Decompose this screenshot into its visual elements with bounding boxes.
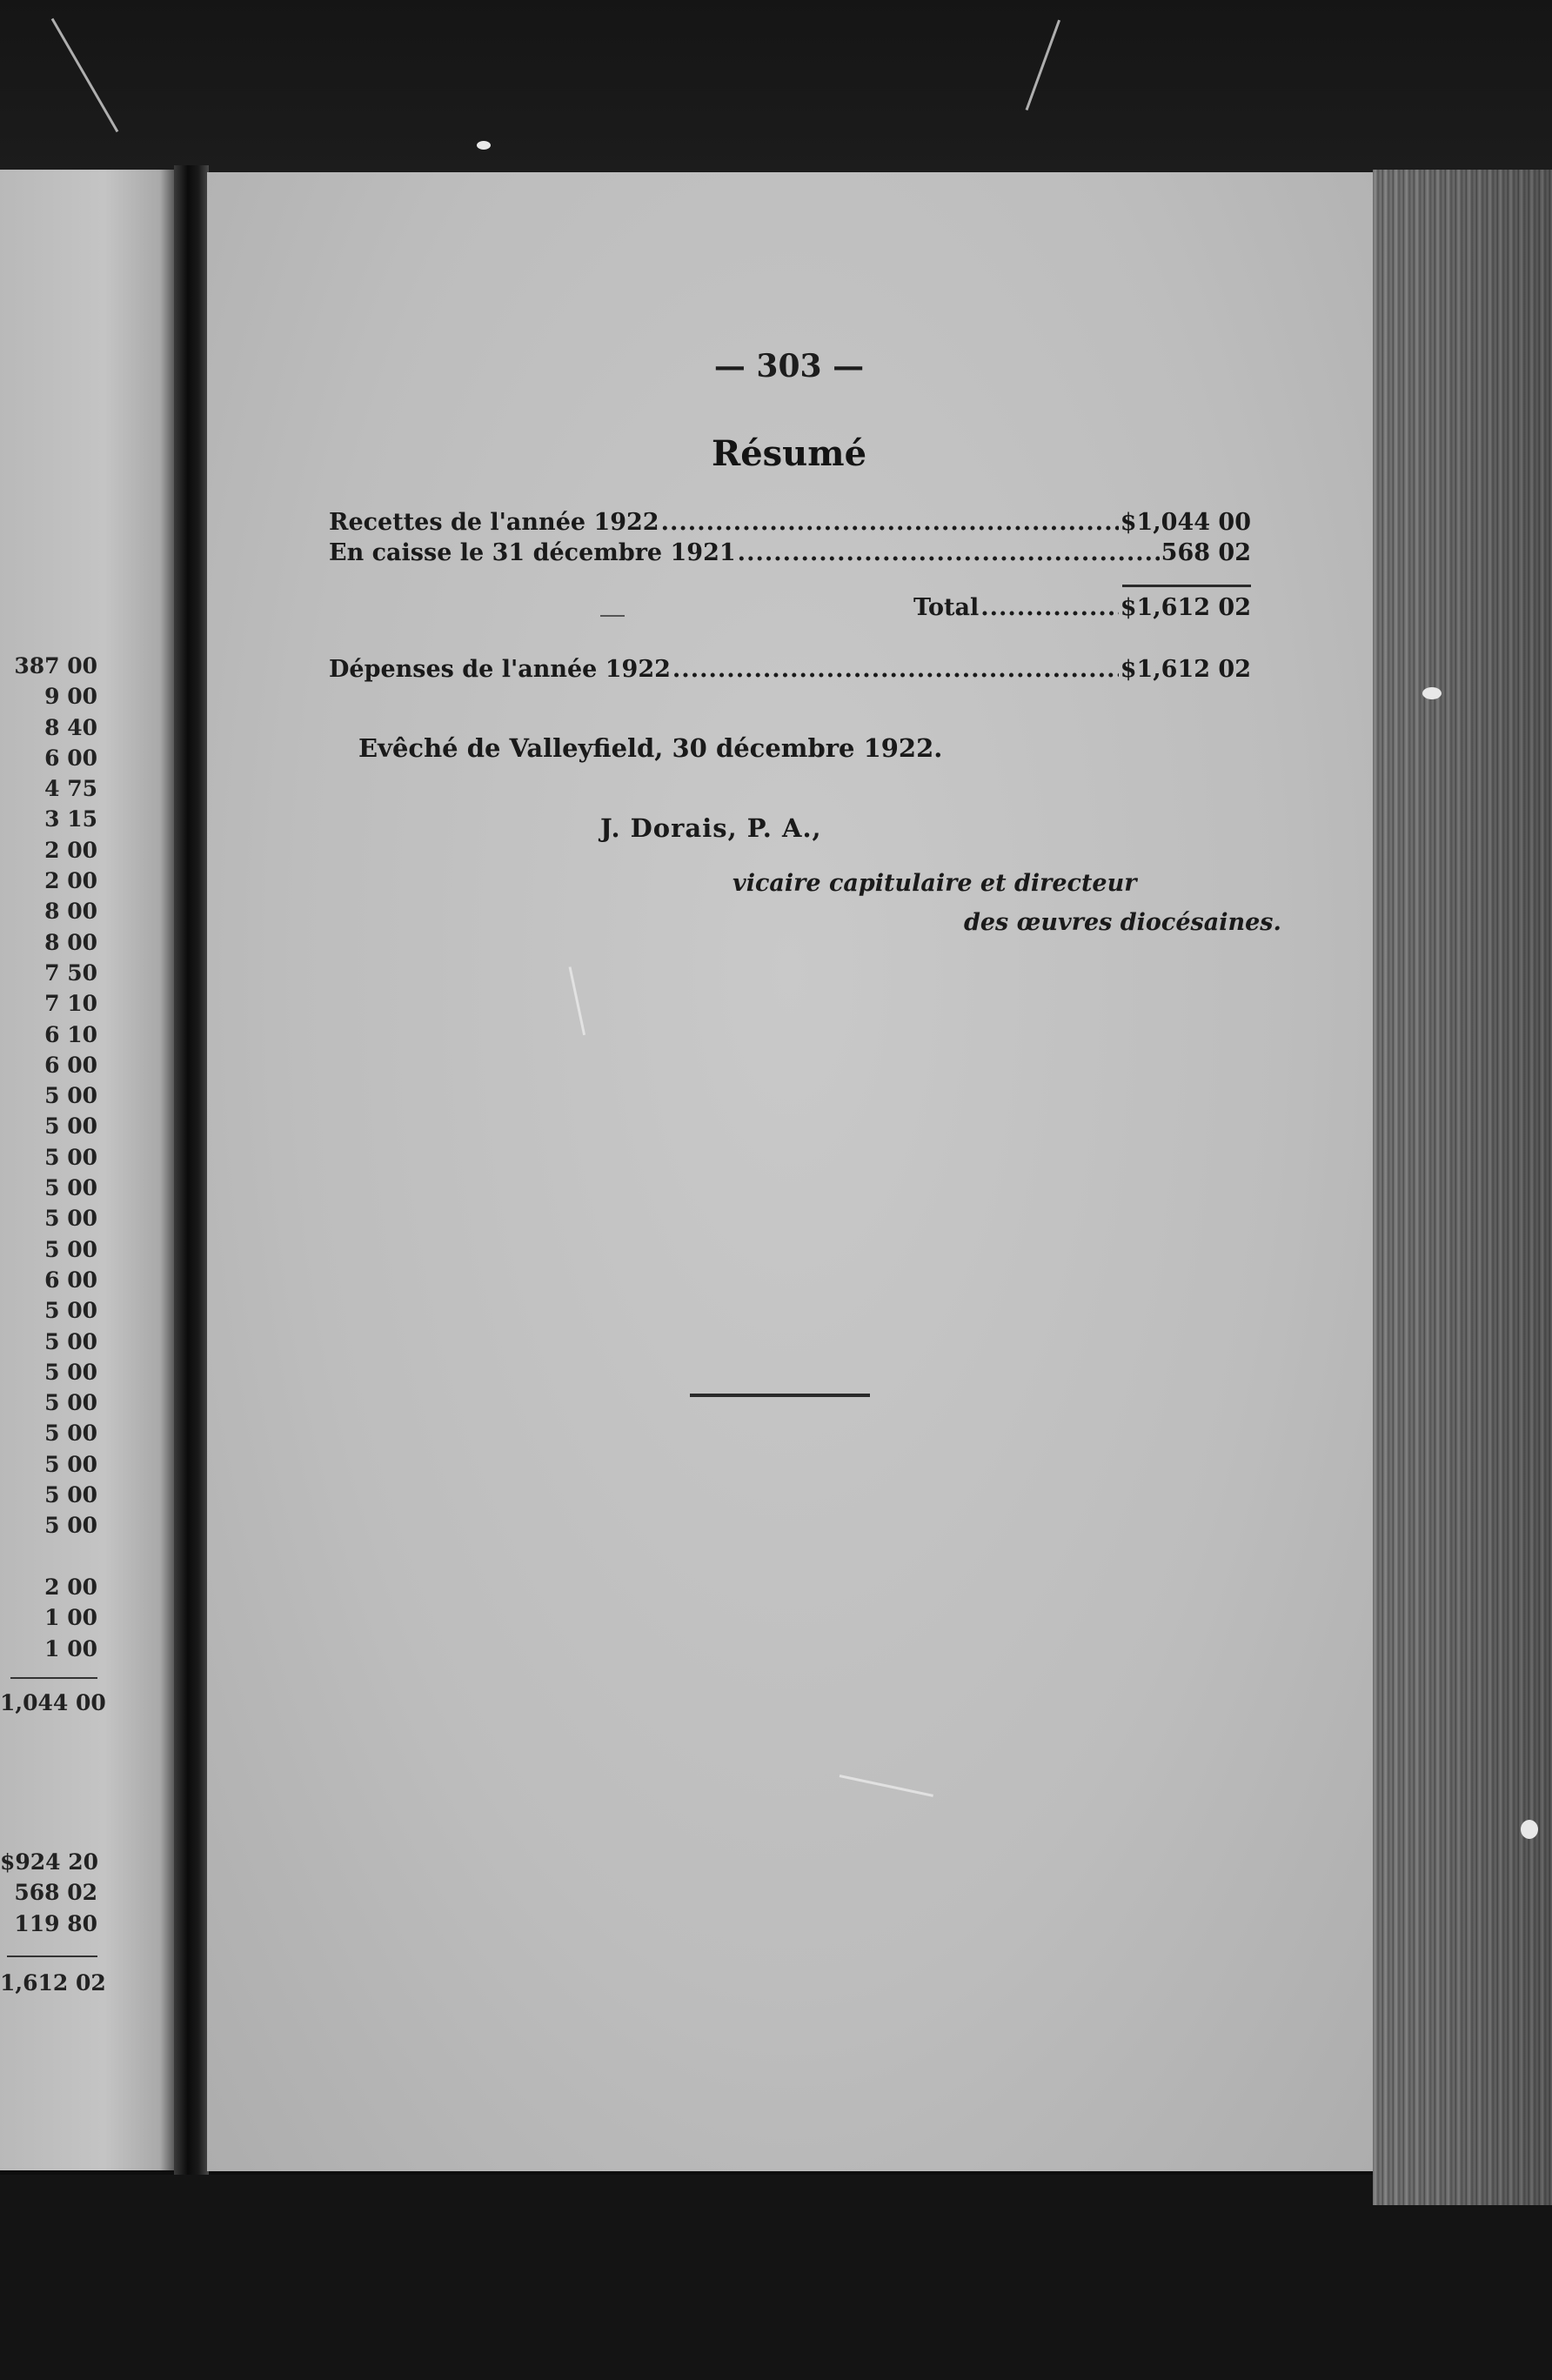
left-amount: 5 00 bbox=[44, 1175, 97, 1201]
left-amount: 6 00 bbox=[44, 745, 97, 771]
left-amount: 5 00 bbox=[44, 1513, 97, 1539]
left-amount: 5 00 bbox=[44, 1298, 97, 1324]
left-summary-amount: 119 80 bbox=[14, 1910, 97, 1936]
left-amount: 4 75 bbox=[44, 776, 97, 802]
total-line bbox=[913, 594, 1251, 621]
left-amount: 2 00 bbox=[44, 837, 97, 863]
sum-rule bbox=[1122, 585, 1251, 587]
leader-dots bbox=[738, 539, 1160, 566]
left-amount: 5 00 bbox=[44, 1236, 97, 1262]
expenses-line bbox=[329, 656, 1251, 683]
left-amount: 5 00 bbox=[44, 1328, 97, 1354]
left-amount: 3 15 bbox=[44, 806, 97, 832]
cash-amount: 568 02 bbox=[1161, 539, 1251, 566]
leader-dots bbox=[980, 594, 1118, 621]
left-amount: 6 00 bbox=[44, 1052, 97, 1078]
left-amount: 6 00 bbox=[44, 1267, 97, 1293]
left-amount: 5 00 bbox=[44, 1206, 97, 1232]
left-amount: 8 00 bbox=[44, 899, 97, 925]
left-amount: 5 00 bbox=[44, 1421, 97, 1447]
signature-title-line1: vicaire capitulaire et directeur bbox=[733, 870, 1137, 897]
total-label: Total bbox=[913, 594, 980, 621]
receipts-line bbox=[329, 509, 1251, 536]
left-amount: 7 10 bbox=[44, 991, 97, 1017]
page-edge-stack bbox=[1373, 170, 1552, 2205]
total-amount: $1,612 02 bbox=[1120, 594, 1251, 621]
scan-speck bbox=[1521, 1820, 1538, 1839]
scan-background-top bbox=[0, 0, 1552, 174]
left-column-total-block bbox=[0, 1688, 106, 1718]
left-column-total: 1,044 00 bbox=[0, 1690, 106, 1715]
page-number: — 303 — bbox=[713, 348, 865, 384]
scan-speck bbox=[1422, 687, 1442, 699]
signature-name: J. Dorais, P. A., bbox=[600, 813, 822, 843]
left-summary-total-block bbox=[0, 1968, 106, 1998]
expenses-amount: $1,612 02 bbox=[1120, 656, 1251, 683]
left-amount: 7 50 bbox=[44, 959, 97, 986]
end-rule bbox=[690, 1394, 870, 1397]
left-amount: 5 00 bbox=[44, 1482, 97, 1508]
left-summary-column bbox=[0, 1847, 97, 1939]
cash-label: En caisse le 31 décembre 1921 bbox=[329, 539, 736, 566]
left-summary-amount: $924 20 bbox=[0, 1849, 99, 1875]
left-amount: 8 00 bbox=[44, 929, 97, 955]
place-date: Evêché de Valleyfield, 30 décembre 1922. bbox=[358, 733, 943, 763]
page-title: Résumé bbox=[711, 433, 867, 474]
signature-title-line2: des œuvres diocésaines. bbox=[964, 909, 1281, 936]
left-amount: 5 00 bbox=[44, 1083, 97, 1109]
left-amount: 5 00 bbox=[44, 1113, 97, 1140]
left-amount: 1 00 bbox=[44, 1635, 97, 1661]
left-summary-total: 1,612 02 bbox=[0, 1970, 106, 1996]
leader-dots bbox=[672, 656, 1119, 683]
left-amount: 6 10 bbox=[44, 1021, 97, 1047]
left-amount-spacer bbox=[0, 1541, 97, 1572]
expenses-label: Dépenses de l'année 1922 bbox=[329, 656, 671, 683]
left-amount: 1 00 bbox=[44, 1605, 97, 1631]
left-amount: 387 00 bbox=[14, 653, 97, 679]
left-amount: 2 00 bbox=[44, 1574, 97, 1600]
receipts-amount: $1,044 00 bbox=[1120, 509, 1251, 536]
left-amount: 5 00 bbox=[44, 1451, 97, 1477]
left-amount: 8 40 bbox=[44, 714, 97, 740]
scan-speck bbox=[477, 141, 491, 150]
left-amount: 5 00 bbox=[44, 1390, 97, 1416]
left-amount: 2 00 bbox=[44, 868, 97, 894]
cash-line bbox=[329, 539, 1251, 566]
left-amount: 9 00 bbox=[44, 684, 97, 710]
receipts-label: Recettes de l'année 1922 bbox=[329, 509, 659, 536]
left-summary-rule bbox=[7, 1955, 97, 1957]
leader-dots bbox=[661, 509, 1119, 536]
scan-background-bottom bbox=[0, 2175, 1552, 2380]
left-amount: 5 00 bbox=[44, 1359, 97, 1385]
left-column-rule bbox=[10, 1677, 97, 1679]
left-amount: 5 00 bbox=[44, 1144, 97, 1170]
dash-mark bbox=[600, 615, 625, 617]
left-page-amount-column bbox=[0, 651, 97, 1664]
left-summary-amount: 568 02 bbox=[14, 1880, 97, 1906]
